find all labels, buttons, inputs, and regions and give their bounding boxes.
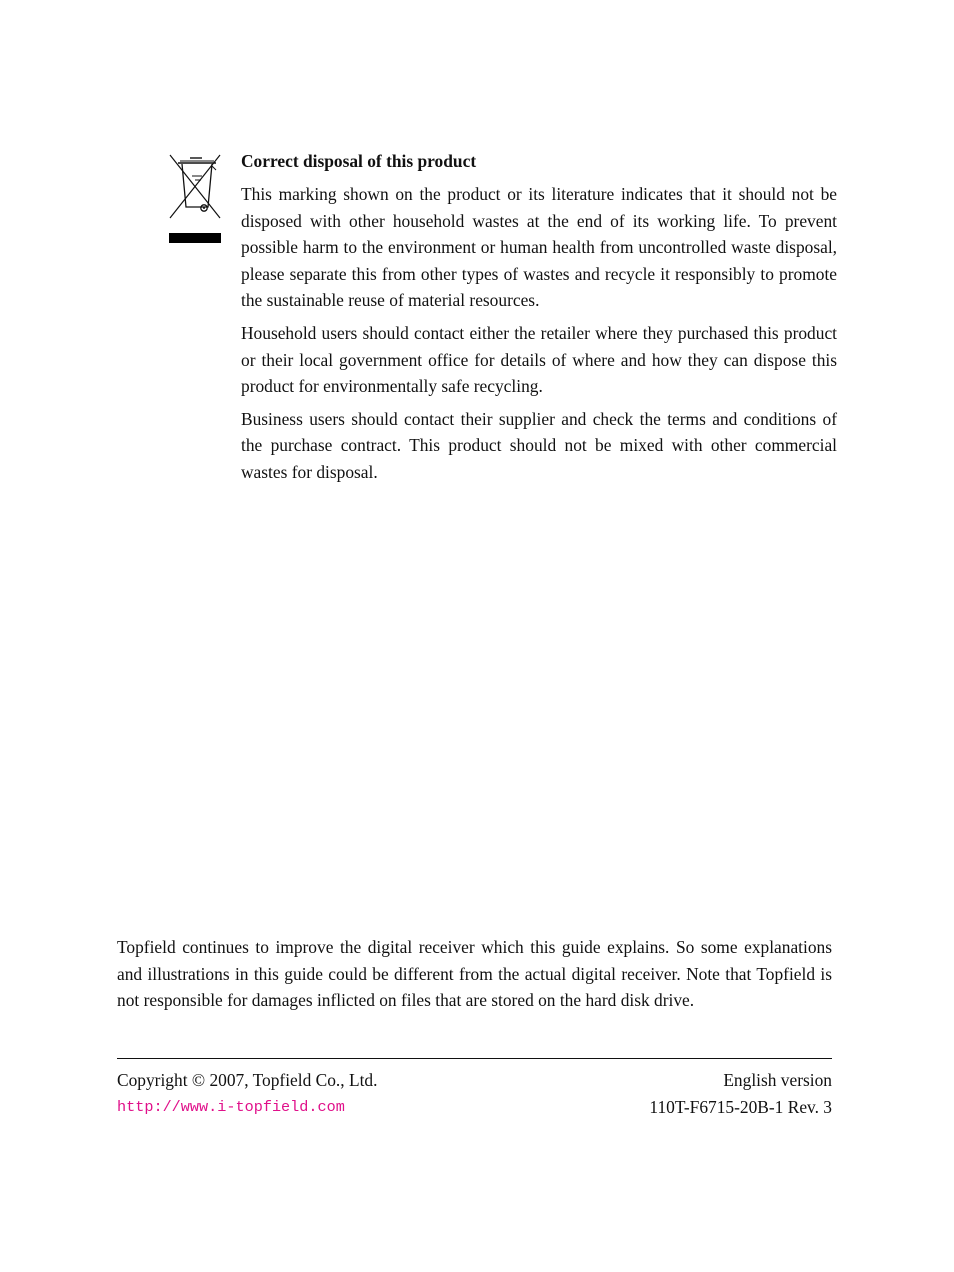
footer-right [649, 1067, 832, 1121]
disposal-paragraph-household: Household users should contact either the retailer where they purchased this product or their local government office for details of where and how they can dispose this product for environmentally safe recycling. [241, 322, 837, 397]
language-version: English version [723, 1070, 832, 1090]
disposal-paragraph-marking: This marking shown on the product or its literature indicates that it should not be disposed with other household wastes at the end of its working life. To prevent possible harm to the environment or human health from uncontrolled waste disposal, please separate this from other types of wastes and recycle it responsibly to promote the sustainable reuse of material resources. [241, 184, 837, 311]
crossed-out-wheelie-bin-icon [166, 152, 224, 244]
disposal-heading: Correct disposal of this product [241, 151, 477, 171]
website-link[interactable]: http://www.i-topfield.com [117, 1098, 345, 1116]
copyright-text: Copyright © 2007, Topfield Co., Ltd. [117, 1070, 378, 1090]
document-number: 110T-F6715-20B-1 Rev. 3 [649, 1097, 832, 1117]
footer-left [117, 1067, 377, 1121]
disposal-section [241, 148, 837, 492]
footer-divider [117, 1058, 832, 1059]
improvement-notice: Topfield continues to improve the digital receiver which this guide explains. So some explanations and illustrations in this guide could be different from the actual digital receiver. Note that Topfield is not responsible for damages inflicted on files that are stored on the hard disk drive. [117, 937, 832, 1011]
disposal-paragraph-business: Business users should contact their supplier and check the terms and conditions of the purchase contract. This product should not be mixed with other commercial wastes for disposal. [241, 408, 837, 482]
